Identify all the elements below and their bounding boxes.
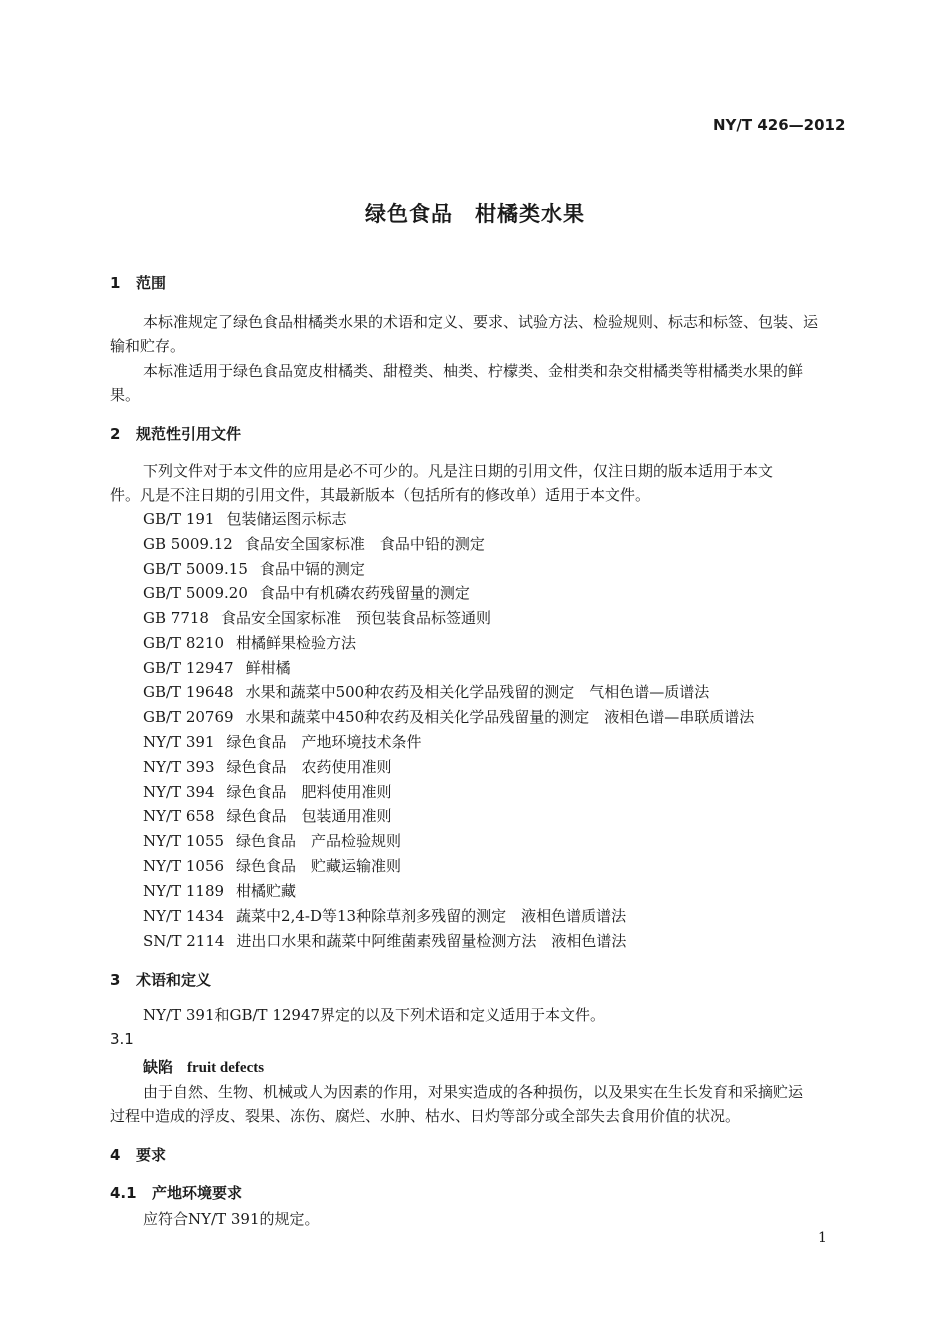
reference-code: SN/T 2114	[143, 932, 225, 950]
section-number: 3	[110, 971, 121, 989]
reference-item	[143, 731, 422, 752]
section-1-heading	[110, 272, 166, 293]
paragraph-line: 下列文件对于本文件的应用是必不可少的。凡是注日期的引用文件，仅注日期的版本适用于本文	[143, 462, 774, 480]
reference-item	[143, 830, 401, 851]
reference-code: GB/T 5009.20	[143, 584, 248, 602]
reference-code: NY/T 1056	[143, 857, 225, 875]
reference-title: 包装储运图示标志	[226, 510, 347, 528]
reference-code: NY/T 393	[143, 758, 215, 776]
reference-title: 鲜柑橘	[245, 659, 291, 677]
paragraph-line: NY/T 391和GB/T 12947界定的以及下列术语和定义适用于本文件。	[143, 1006, 606, 1024]
reference-code: GB 7718	[143, 609, 209, 627]
reference-item	[143, 533, 485, 554]
reference-title: 绿色食品 肥料使用准则	[226, 783, 392, 801]
reference-title: 绿色食品 产品检验规则	[236, 832, 402, 850]
term-chinese: 缺陷	[143, 1058, 174, 1076]
standard-code: NY/T 426—2012	[713, 116, 846, 134]
reference-item	[143, 756, 392, 777]
reference-code: NY/T 658	[143, 807, 215, 825]
reference-item	[143, 632, 356, 653]
section-title: 术语和定义	[136, 971, 212, 989]
reference-item	[143, 657, 291, 678]
reference-title: 水果和蔬菜中500种农药及相关化学品残留的测定 气相色谱—质谱法	[245, 683, 710, 701]
paragraph-line: 本标准适用于绿色食品宽皮柑橘类、甜橙类、柚类、柠檬类、金柑类和杂交柑橘类等柑橘类水果的鲜	[143, 362, 804, 380]
reference-item	[143, 930, 626, 951]
reference-code: NY/T 1434	[143, 907, 225, 925]
reference-code: GB/T 191	[143, 510, 215, 528]
reference-title: 柑橘鲜果检验方法	[236, 634, 357, 652]
reference-item	[143, 880, 296, 901]
reference-code: NY/T 394	[143, 783, 215, 801]
paragraph-line: 输和贮存。	[110, 337, 186, 355]
reference-title: 食品中有机磷农药残留量的测定	[259, 584, 470, 602]
reference-item	[143, 905, 626, 926]
reference-code: GB/T 8210	[143, 634, 225, 652]
reference-item	[143, 781, 392, 802]
section-number: 4	[110, 1146, 121, 1164]
reference-title: 水果和蔬菜中450种农药及相关化学品残留量的测定 液相色谱—串联质谱法	[245, 708, 755, 726]
reference-code: GB/T 20769	[143, 708, 234, 726]
paragraph-line: 应符合NY/T 391的规定。	[143, 1210, 320, 1228]
reference-item	[143, 607, 491, 628]
reference-title: 食品安全国家标准 预包装食品标签通则	[220, 609, 491, 627]
reference-title: 蔬菜中2,4-D等13种除草剂多残留的测定 液相色谱质谱法	[236, 907, 627, 925]
reference-item	[143, 508, 346, 529]
term-entry	[143, 1056, 264, 1077]
page-number: 1	[818, 1230, 827, 1246]
document-title: 绿色食品 柑橘类水果	[365, 202, 585, 226]
reference-code: NY/T 1189	[143, 882, 225, 900]
paragraph-line: 过程中造成的浮皮、裂果、冻伤、腐烂、水肿、枯水、日灼等部分或全部失去食用价值的状况。	[110, 1107, 741, 1125]
reference-code: NY/T 391	[143, 733, 215, 751]
section-2-heading	[110, 423, 241, 444]
paragraph-line: 本标准规定了绿色食品柑橘类水果的术语和定义、要求、试验方法、检验规则、标志和标签、包装、运	[143, 313, 819, 331]
reference-code: NY/T 1055	[143, 832, 225, 850]
reference-title: 食品安全国家标准 食品中铅的测定	[244, 535, 485, 553]
subsection-4-1-heading	[110, 1182, 242, 1203]
reference-code: GB/T 12947	[143, 659, 234, 677]
paragraph-line: 果。	[110, 386, 141, 404]
reference-item	[143, 805, 392, 826]
subsection-title: 产地环境要求	[152, 1184, 243, 1202]
paragraph-line: 件。凡是不注日期的引用文件，其最新版本（包括所有的修改单）适用于本文件。	[110, 486, 651, 504]
section-4-heading	[110, 1144, 166, 1165]
reference-title: 柑橘贮藏	[236, 882, 297, 900]
reference-title: 绿色食品 包装通用准则	[226, 807, 392, 825]
reference-item	[143, 582, 470, 603]
section-number: 1	[110, 274, 121, 292]
subsection-number: 4.1	[110, 1184, 137, 1202]
reference-code: GB/T 5009.15	[143, 560, 248, 578]
subsection-number: 3.1	[110, 1030, 134, 1048]
reference-item	[143, 706, 754, 727]
reference-item	[143, 681, 709, 702]
reference-title: 绿色食品 贮藏运输准则	[236, 857, 402, 875]
term-english: fruit defects	[187, 1060, 265, 1076]
section-3-heading	[110, 969, 211, 990]
reference-title: 绿色食品 农药使用准则	[226, 758, 392, 776]
paragraph-line: 由于自然、生物、机械或人为因素的作用，对果实造成的各种损伤，以及果实在生长发育和采摘贮运	[143, 1083, 804, 1101]
section-title: 范围	[136, 274, 167, 292]
reference-code: GB/T 19648	[143, 683, 234, 701]
reference-title: 绿色食品 产地环境技术条件	[226, 733, 422, 751]
reference-item	[143, 558, 365, 579]
section-number: 2	[110, 425, 121, 443]
reference-title: 食品中镉的测定	[259, 560, 365, 578]
reference-title: 进出口水果和蔬菜中阿维菌素残留量检测方法 液相色谱法	[236, 932, 627, 950]
section-title: 要求	[136, 1146, 167, 1164]
reference-code: GB 5009.12	[143, 535, 233, 553]
section-title: 规范性引用文件	[136, 425, 242, 443]
reference-item	[143, 855, 401, 876]
